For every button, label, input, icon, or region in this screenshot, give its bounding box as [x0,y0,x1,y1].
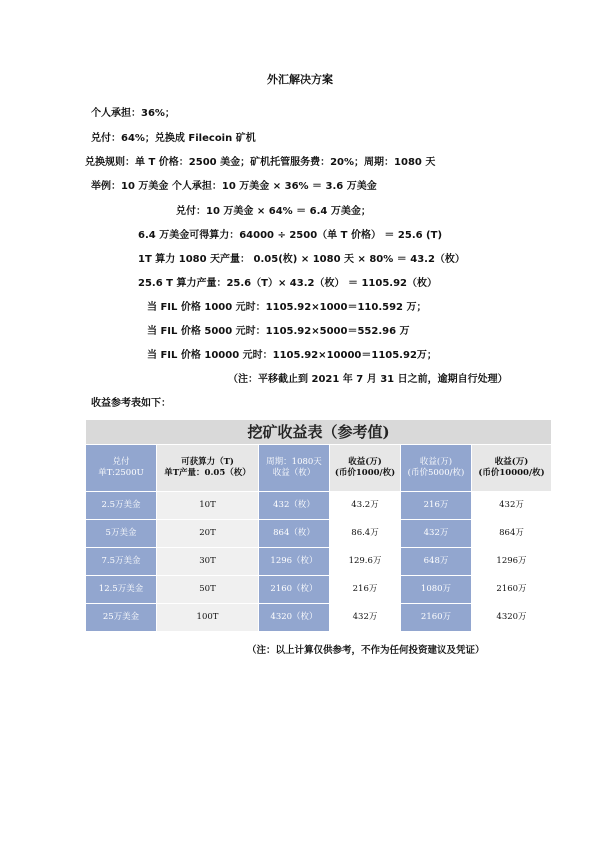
table-cell-hashpower: 100T [157,604,258,631]
table-cell-payout: 2.5万美金 [86,492,156,519]
table-cell-earn-10000: 2160万 [472,576,551,603]
table-cell-earn-5000: 432万 [401,520,471,547]
table-cell-earn-1000: 86.4万 [330,520,400,547]
header-line: 可获算力（T) [181,457,234,467]
table-cell-earn-1000: 216万 [330,576,400,603]
line-table-intro: 收益参考表如下： [91,398,171,409]
table-cell-coins: 2160（枚） [259,576,329,603]
line-price-10000: 当 FIL 价格 10000 元时：1105.92×10000＝1105.92万； [147,350,437,361]
earnings-table [86,420,551,633]
line-price-1000: 当 FIL 价格 1000 元时：1105.92×1000＝110.592 万； [147,302,427,313]
document-title: 外汇解决方案 [267,73,333,86]
line-example: 举例：10 万美金 个人承担：10 万美金 × 36% ＝ 3.6 万美金 [91,181,377,192]
header-line: (币价10000/枚) [478,468,545,478]
table-cell-earn-5000: 648万 [401,548,471,575]
header-line: (币价5000/枚) [407,468,465,478]
table-cell-coins: 432（枚） [259,492,329,519]
line-1t-output: 1T 算力 1080 天产量： 0.05(枚) × 1080 天 × 80% ＝ 43.2（枚） [138,254,465,265]
table-cell-coins: 1296（枚） [259,548,329,575]
header-earnings-5000 [401,445,471,491]
table-cell-hashpower: 10T [157,492,258,519]
header-period [259,445,329,491]
table-cell-earn-10000: 432万 [472,492,551,519]
header-line: 收益(万) [419,457,453,467]
table-cell-earn-1000: 43.2万 [330,492,400,519]
header-earnings-10000 [472,445,551,491]
line-payout-example: 兑付：10 万美金 × 64% ＝ 6.4 万美金； [176,206,371,217]
table-cell-coins: 864（枚） [259,520,329,547]
table-cell-earn-10000: 1296万 [472,548,551,575]
table-cell-payout: 12.5万美金 [86,576,156,603]
table-cell-earn-5000: 1080万 [401,576,471,603]
header-line: 收益（枚） [272,468,316,478]
table-cell-earn-5000: 216万 [401,492,471,519]
table-title: 挖矿收益表（参考值) [86,420,551,444]
table-cell-payout: 5万美金 [86,520,156,547]
header-line: 收益(万) [348,457,382,467]
header-payout [86,445,156,491]
line-exchange-rules: 兑换规则：单 T 价格：2500 美金；矿机托管服务费：20%；周期：1080 天 [85,157,436,168]
table-cell-payout: 25万美金 [86,604,156,631]
header-line: 收益(万) [494,457,529,467]
line-price-5000: 当 FIL 价格 5000 元时：1105.92×5000＝552.96 万 [147,326,410,337]
table-cell-hashpower: 50T [157,576,258,603]
table-cell-earn-1000: 129.6万 [330,548,400,575]
line-personal-share: 个人承担：36%； [91,108,175,119]
table-cell-payout: 7.5万美金 [86,548,156,575]
line-payout: 兑付：64%；兑换成 Filecoin 矿机 [91,133,256,144]
header-line: 周期：1080天 [266,457,322,467]
line-total-output: 25.6 T 算力产量：25.6（T）× 43.2（枚） ＝ 1105.92（枚） [138,278,437,289]
header-line: 单T:2500U [98,468,144,478]
table-cell-earn-5000: 2160万 [401,604,471,631]
header-line: 兑付 [112,457,130,467]
table-cell-coins: 4320（枚） [259,604,329,631]
header-earnings-1000 [330,445,400,491]
line-note-deadline: （注：平移截止到 2021 年 7 月 31 日之前，逾期自行处理） [228,374,508,385]
table-cell-hashpower: 30T [157,548,258,575]
table-cell-earn-1000: 432万 [330,604,400,631]
header-line: (币价1000/枚) [334,468,396,478]
table-cell-earn-10000: 4320万 [472,604,551,631]
header-hashpower [157,445,258,491]
table-cell-earn-10000: 864万 [472,520,551,547]
table-cell-hashpower: 20T [157,520,258,547]
footnote: （注：以上计算仅供参考，不作为任何投资建议及凭证） [247,645,485,656]
line-hashpower: 6.4 万美金可得算力：64000 ÷ 2500（单 T 价格） ＝ 25.6 (T) [138,230,443,241]
header-line: 单T产量：0.05（枚） [164,468,251,478]
